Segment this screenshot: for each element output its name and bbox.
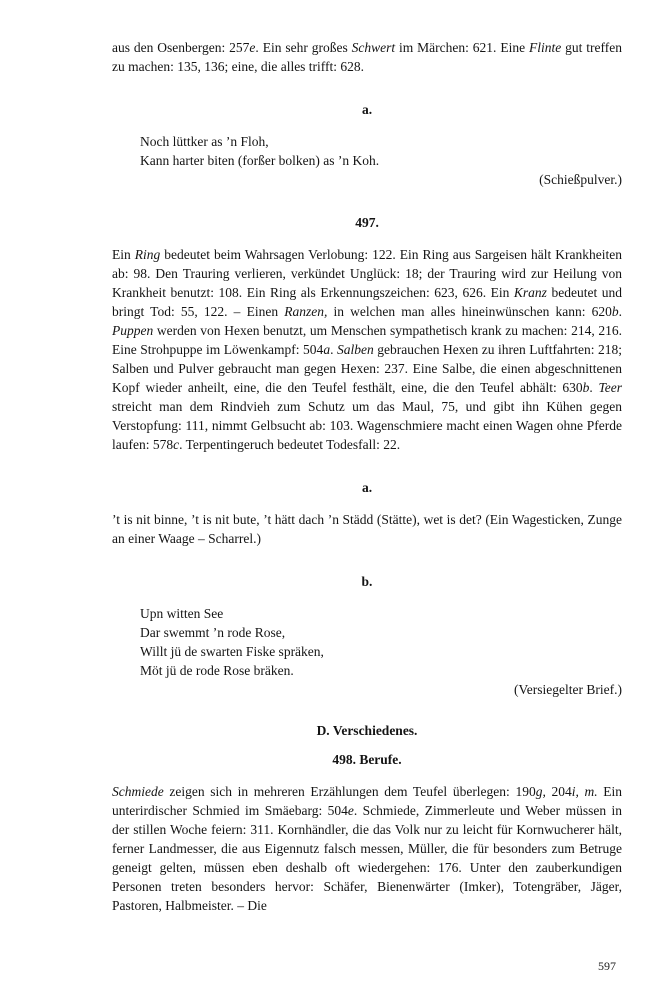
verse-line: Dar swemmt ’n rode Rose, [140, 625, 286, 640]
verse-line: Upn witten See [140, 606, 224, 621]
verse-block-schiesspulver [140, 132, 622, 170]
paragraph-continuation: aus den Osenbergen: 257e. Ein sehr großes Schwert im Märchen: 621. Eine Flinte gut treffen zu machen: 135, 136; eine, die alles trifft: 628. [112, 40, 622, 74]
text-column [112, 38, 622, 915]
entry-heading-497: 497. [355, 215, 379, 230]
verse-line: Willt jü de swarten Fiske spräken, [140, 644, 324, 659]
subsection-heading-a2: a. [361, 480, 373, 495]
verse-line: Noch lüttker as ’n Floh, [140, 134, 269, 149]
verse-line: Kann harter biten (forßer bolken) as ’n Koh. [140, 153, 380, 168]
subsection-heading-b: b. [361, 574, 373, 589]
paragraph-riddle: ’t is nit binne, ’t is nit bute, ’t hätt dach ’n Städd (Stätte), wet is det? (Ein Wagesticken, Zunge an einer Waage – Scharrel.) [112, 512, 622, 546]
page-number: 597 [598, 959, 616, 973]
verse-attribution: (Schießpulver.) [539, 172, 622, 187]
verse-attribution: (Versiegelter Brief.) [514, 682, 622, 697]
subsection-heading-a: a. [361, 102, 373, 117]
verse-block-brief [140, 604, 622, 680]
section-heading-verschiedenes: D. Verschiedenes. [316, 723, 418, 738]
paragraph-entry-497: Ein Ring bedeutet beim Wahrsagen Verlobung: 122. Ein Ring aus Sargeisen hält Krankheiten ab: 98. Den Trauring verlieren, verkündet Unglück: 18; der Trauring wird zur Heilung von Krankheit benutzt: 108. Ein Ring als Erkennungszeichen: 623, 626. Ein Kranz bedeutet und bringt Tod: 55, 122. – Einen Ranzen, in welchen man alles hineinwünschen kann: 620b. Puppen werden von Hexen benutzt, um Menschen sympathetisch krank zu machen: 214, 216. Eine Strohpuppe im Löwenkampf: 504a. Salben gebrauchen Hexen zu ihren Luftfahrten: 218; Salben und Pulver gebraucht man gegen Hexen: 237. Eine Salbe, die einen abgeschnittenen Kopf wieder anheilt, eine, die den Teufel festhält, eine, die den Teufel abhält: 630b. Teer streicht man dem Rindvieh zum Schutz um das Maul, 75, und gibt ihn Kühen gegen Verstopfung: 111, nimmt Gelbsucht ab: 103. Wagenschmiere macht einen Wagen ohne Pferde laufen: 578c. Terpentingeruch bedeutet Todesfall: 22. [112, 247, 623, 452]
verse-line: Möt jü de rode Rose bräken. [140, 663, 294, 678]
paragraph-entry-498: Schmiede zeigen sich in mehreren Erzählungen dem Teufel überlegen: 190g, 204i, m. Ein unterirdischer Schmied im Smäebarg: 504e. Schmiede, Zimmerleute und Weber müssen in der stillen Woche feiern: 311. Kornhändler, die das Volk nur zu leicht für Kornwucherer hält, ferner Landmesser, die aus Eigennutz falsch messen, Müller, die für besonders zum Betruge geneigt gelten, müssen eben deshalb oft wiedergehen: 176. Unter den zauberkundigen Personen treten besonders hervor: Schäfer, Bienenwärter (Imker), Totengräber, Jäger, Pastoren, Halbmeister. – Die [112, 784, 623, 913]
entry-heading-498-berufe: 498. Berufe. [332, 752, 402, 767]
